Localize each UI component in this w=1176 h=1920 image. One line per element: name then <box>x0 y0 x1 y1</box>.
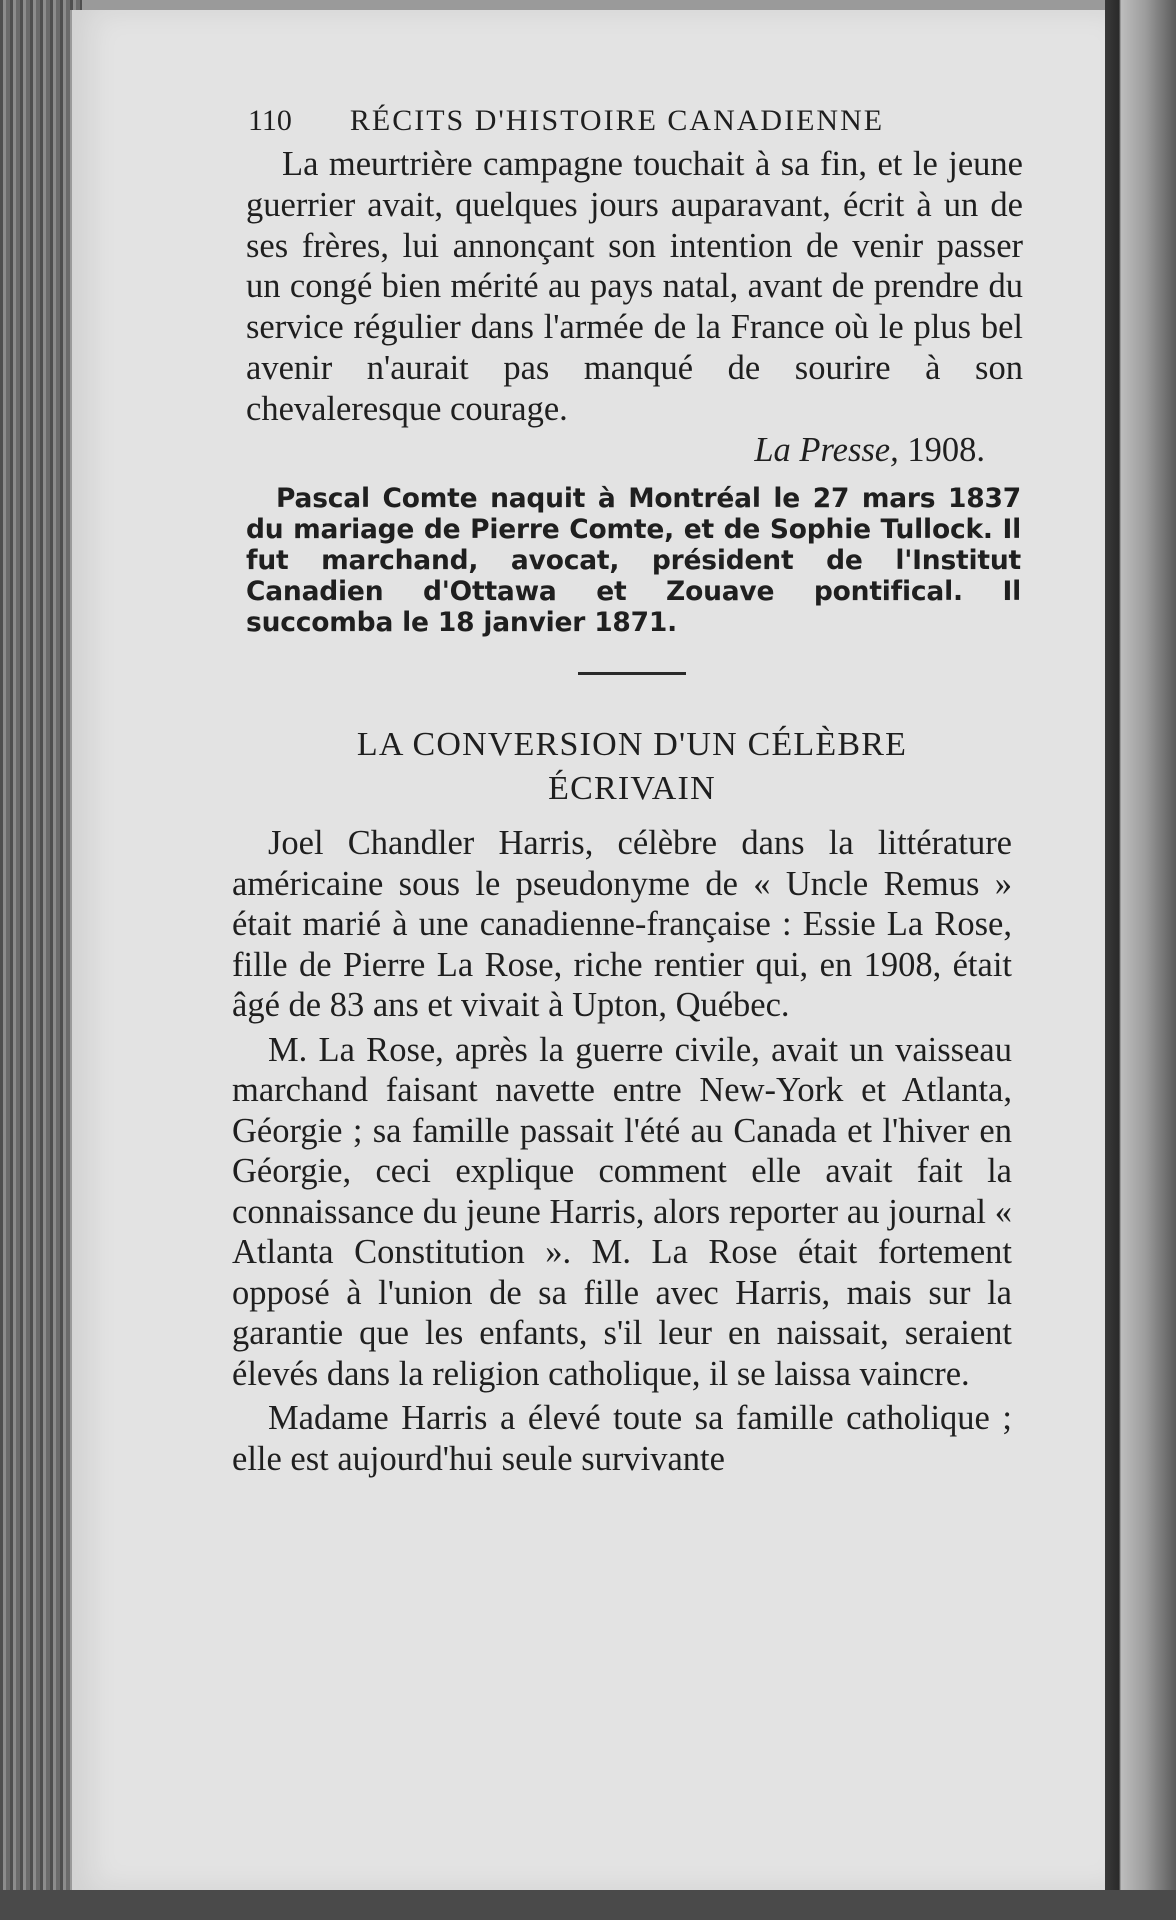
scan-bottom-edge <box>0 1890 1176 1920</box>
running-title: RÉCITS D'HISTOIRE CANADIENNE <box>349 104 885 137</box>
source-year: 1908. <box>907 430 985 469</box>
paragraph-madame-harris: Madame Harris a élevé toute sa famille catholique ; elle est aujourd'hui seule survivante <box>232 1399 1012 1478</box>
page-number: 110 <box>248 104 292 137</box>
source-publication: La Presse, <box>754 430 899 469</box>
paragraph-campaign-text: La meurtrière campagne touchait à sa fin, et le jeune guerrier avait, quelques jours auparavant, écrit à un de ses frères, lui annonçant son intention de venir passer un congé bien mérité au pays natal, avant de prendre du service régulier dans l'armée de la France où le plus bel avenir n'aurait pas manqué de sourire à son chevaleresque courage. <box>246 145 1023 428</box>
facing-page-edge <box>1105 0 1176 1920</box>
source-citation <box>246 430 1023 471</box>
section-heading-line-1: LA CONVERSION D'UN CÉLÈBRE <box>356 726 908 764</box>
running-head <box>248 104 1022 138</box>
section-heading <box>232 723 1032 811</box>
section-divider <box>578 672 686 675</box>
page-content <box>232 104 1022 1479</box>
paragraph-la-rose: M. La Rose, après la guerre civile, avait un vaisseau marchand faisant navette entre New-York et Atlanta, Géorgie ; sa famille passait l'été au Canada et l'hiver en Géorgie, ceci explique comment elle avait fait la connaissance du jeune Harris, alors reporter au journal « Atlanta Constitution ». M. La Rose était fortement opposé à l'union de sa fille avec Harris, mais sur la garantie que les enfants, s'il leur en naissait, seraient élevés dans la religion catholique, il se laissa vaincre. <box>232 1030 1012 1393</box>
paragraph-harris: Joel Chandler Harris, célèbre dans la littérature américaine sous le pseudonyme de « Uncle Remus » était marié à une canadienne-française : Essie La Rose, fille de Pierre La Rose, riche rentier qui, en 1908, était âgé de 83 ans et vivait à Upton, Québec. <box>232 824 1012 1025</box>
paragraph-campaign <box>246 144 1023 470</box>
biographical-note: Pascal Comte naquit à Montréal le 27 mars 1837 du mariage de Pierre Comte, et de Sophie Tullock. Il fut marchand, avocat, président de l'Institut Canadien d'Ottawa et Zouave pontifical. Il succomba le 18 janvier 1871. <box>246 483 1021 638</box>
section-heading-line-2: ÉCRIVAIN <box>548 770 716 808</box>
section-body <box>232 823 1022 1479</box>
